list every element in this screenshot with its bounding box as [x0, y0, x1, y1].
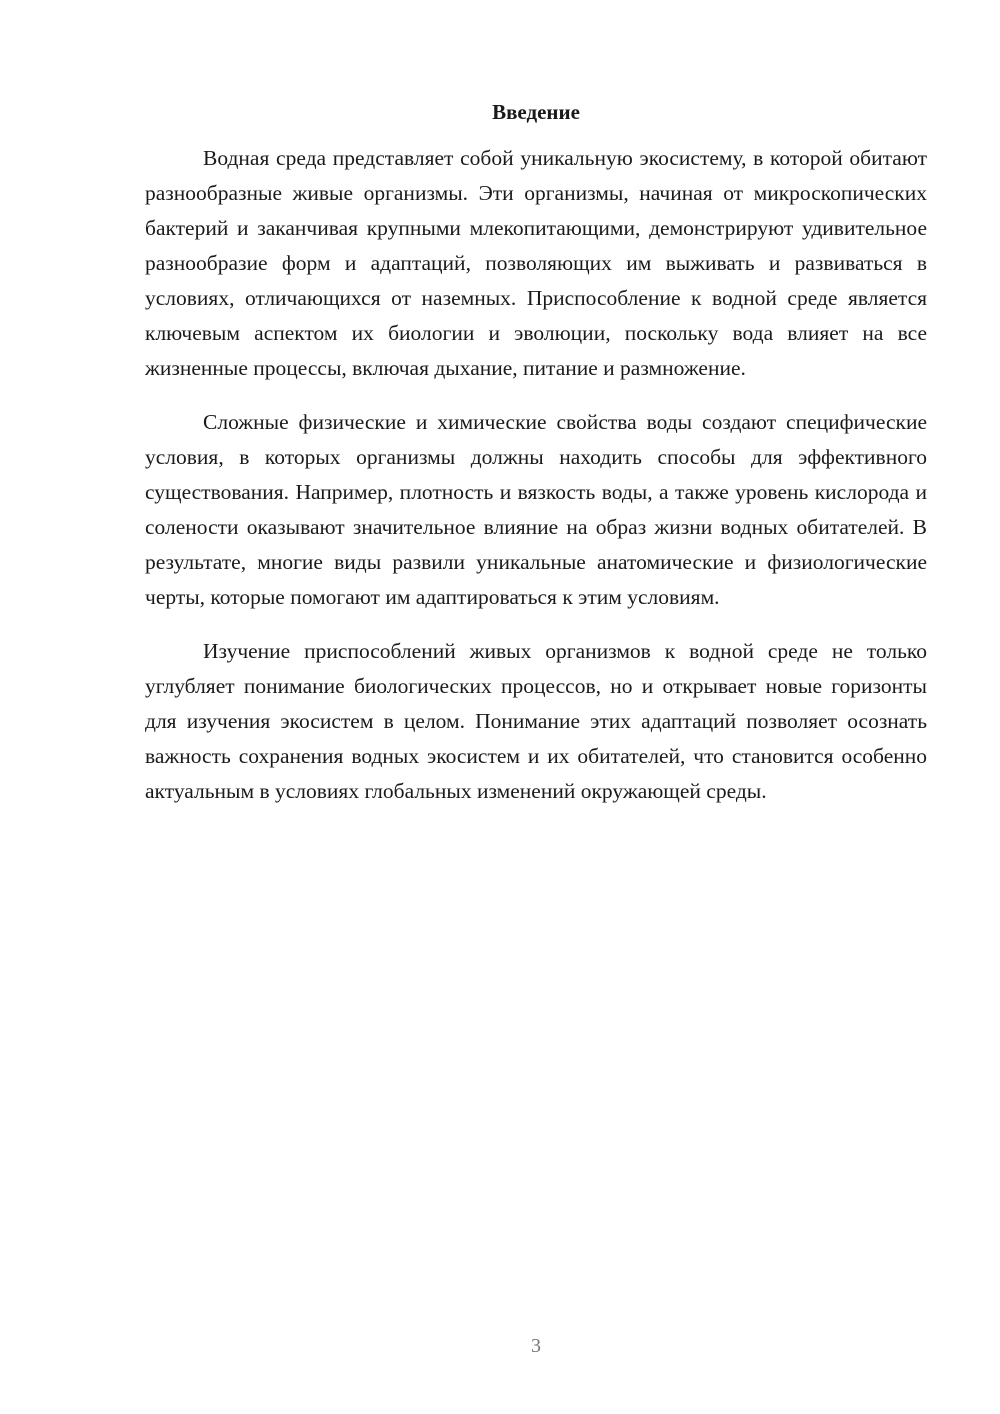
page-number: 3	[531, 1335, 541, 1357]
paragraph-3: Изучение приспособлений живых организмов к водной среде не только углубляет понимание биологических процессов, но и открывает новые горизонты для изучения экосистем в целом. Понимание этих адаптаций позволяет осознать важность сохранения водных экосистем и их обитателей, что становится особенно актуальным в условиях глобальных изменений окружающей среды.	[145, 639, 927, 803]
paragraph-1: Водная среда представляет собой уникальную экосистему, в которой обитают разнообразные живые организмы. Эти организмы, начиная от микроскопических бактерий и заканчивая крупными млекопитающими, демонстрируют удивительное разнообразие форм и адаптаций, позволяющих им выживать и развиваться в условиях, отличающихся от наземных. Приспособление к водной среде является ключевым аспектом их биологии и эволюции, поскольку вода влияет на все жизненные процессы, включая дыхание, питание и размножение.	[145, 146, 927, 380]
page-title: Введение	[492, 100, 580, 124]
paragraph-2: Сложные физические и химические свойства воды создают специфические условия, в которых организмы должны находить способы для эффективного существования. Например, плотность и вязкость воды, а также уровень кислорода и солености оказывают значительное влияние на образ жизни водных обитателей. В результате, многие виды развили уникальные анатомические и физиологические черты, которые помогают им адаптироваться к этим условиям.	[145, 410, 927, 609]
body-text	[145, 141, 927, 828]
